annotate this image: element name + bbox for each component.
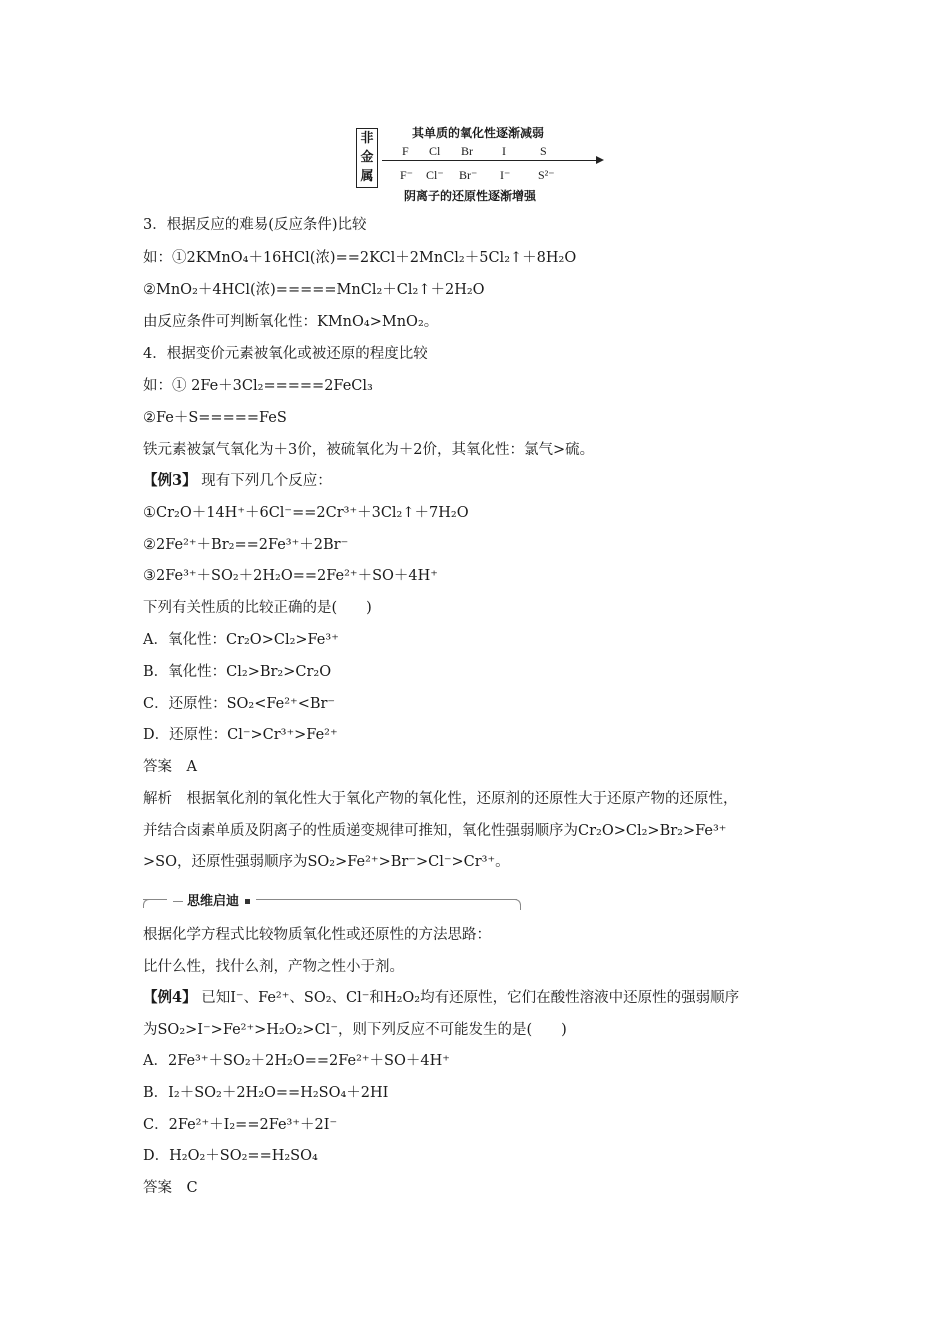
banner-dot [245,899,250,904]
example4-option-d: D．H₂O₂＋SO₂==H₂SO₄ [143,1148,318,1164]
anion-label: Cl⁻ [426,168,444,182]
tip-line-2: 比什么性，找什么剂，产物之性小于剂。 [143,959,404,975]
eq-prefix: 如：① [143,250,187,266]
section4-heading: 4．根据变价元素被氧化或被还原的程度比较 [143,346,428,362]
example3-option-b: B．氧化性：Cl₂>Br₂>Cr₂O [143,664,332,680]
section3-conclusion: 由反应条件可判断氧化性：KMnO₄>MnO₂。 [143,314,439,330]
nonmetal-trend-diagram [356,124,602,204]
element-label: Br [461,144,473,158]
example4-option-a: A．2Fe³⁺＋SO₂＋2H₂O==2Fe²⁺＋SO＋4H⁺ [143,1053,450,1069]
banner-title [167,890,256,909]
eq-body: 2KMnO₄＋16HCl(浓)==2KCl＋2MnCl₂＋5Cl₂↑＋8H₂O [186,250,577,266]
example3-reaction-2: ②2Fe²⁺＋Br₂==2Fe³⁺＋2Br⁻ [143,537,349,553]
example3-intro [143,471,332,491]
box-char: 非 [360,131,374,146]
example3-analysis-3: >SO，还原性强弱顺序为SO₂>Fe²⁺>Br⁻>Cl⁻>Cr³⁺。 [143,854,510,870]
banner-left-cap [143,899,150,908]
example3-option-d: D．还原性：Cl⁻>Cr³⁺>Fe²⁺ [143,727,338,743]
element-label: F [402,144,409,158]
example3-label: 【例3】 [143,472,197,489]
element-label: I [502,144,506,158]
nonmetal-box [356,128,378,188]
tip-line-1: 根据化学方程式比较物质氧化性或还原性的方法思路： [143,927,491,943]
example4-answer: 答案 C [143,1180,198,1196]
example4-label: 【例4】 [143,989,197,1006]
example3-analysis-1: 解析 根据氧化剂的氧化性大于氧化产物的氧化性，还原剂的还原性大于还原产物的还原性， [143,791,738,807]
element-label: Cl [429,144,441,158]
anion-label: S²⁻ [538,168,555,182]
box-char: 金 [360,150,374,165]
box-char: 属 [360,169,374,184]
example3-reaction-1: ①Cr₂O＋14H⁺＋6Cl⁻==2Cr³⁺＋3Cl₂↑＋7H₂O [143,505,469,521]
example3-analysis-2: 并结合卤素单质及阴离子的性质递变规律可推知，氧化性强弱顺序为Cr₂O>Cl₂>Br₂>Fe³⁺ [143,823,727,839]
banner-dash [173,901,183,902]
trend-arrow [382,160,602,161]
section3-heading: 3．根据反应的难易(反应条件)比较 [143,217,367,233]
anion-label: I⁻ [500,168,511,182]
section4-eq2: ②Fe＋S=====FeS [143,410,287,426]
anion-label: F⁻ [400,168,414,182]
banner-right-cap [512,899,521,910]
oxidizing-trend-caption: 其单质的氧化性逐渐减弱 [412,126,545,140]
section4-eq1: 如：① 2Fe＋3Cl₂=====2FeCl₃ [143,378,373,394]
example3-reaction-3: ③2Fe³⁺＋SO₂＋2H₂O==2Fe²⁺＋SO＋4H⁺ [143,568,438,584]
example3-question: 下列有关性质的比较正确的是( ) [143,600,372,616]
thinking-tip-banner [143,888,521,914]
example4-intro-text: 已知I⁻、Fe²⁺、SO₂、Cl⁻和H₂O₂均有还原性，它们在酸性溶液中还原性的强弱顺序 [196,990,740,1006]
example4-option-b: B．I₂＋SO₂＋2H₂O==H₂SO₄＋2HI [143,1085,389,1101]
example4-intro-1 [143,988,739,1008]
example3-intro-text: 现有下列几个反应： [196,473,332,489]
example3-option-c: C．还原性：SO₂<Fe²⁺<Br⁻ [143,696,336,712]
anion-label: Br⁻ [459,168,478,182]
example4-intro-2: 为SO₂>I⁻>Fe²⁺>H₂O₂>Cl⁻，则下列反应不可能发生的是( ) [143,1022,567,1038]
example3-option-a: A．氧化性：Cr₂O>Cl₂>Fe³⁺ [143,632,339,648]
reducing-trend-caption: 阴离子的还原性逐渐增强 [404,189,537,203]
element-label: S [540,144,547,158]
section4-conclusion: 铁元素被氯气氧化为＋3价，被硫氧化为＋2价，其氧化性：氯气>硫。 [143,442,595,458]
section3-eq2: ②MnO₂＋4HCl(浓)=====MnCl₂＋Cl₂↑＋2H₂O [143,282,485,298]
example4-option-c: C．2Fe²⁺＋I₂==2Fe³⁺＋2I⁻ [143,1117,338,1133]
banner-title-text: 思维启迪 [187,894,240,909]
section3-eq1 [143,248,576,268]
example3-answer: 答案 A [143,759,197,775]
